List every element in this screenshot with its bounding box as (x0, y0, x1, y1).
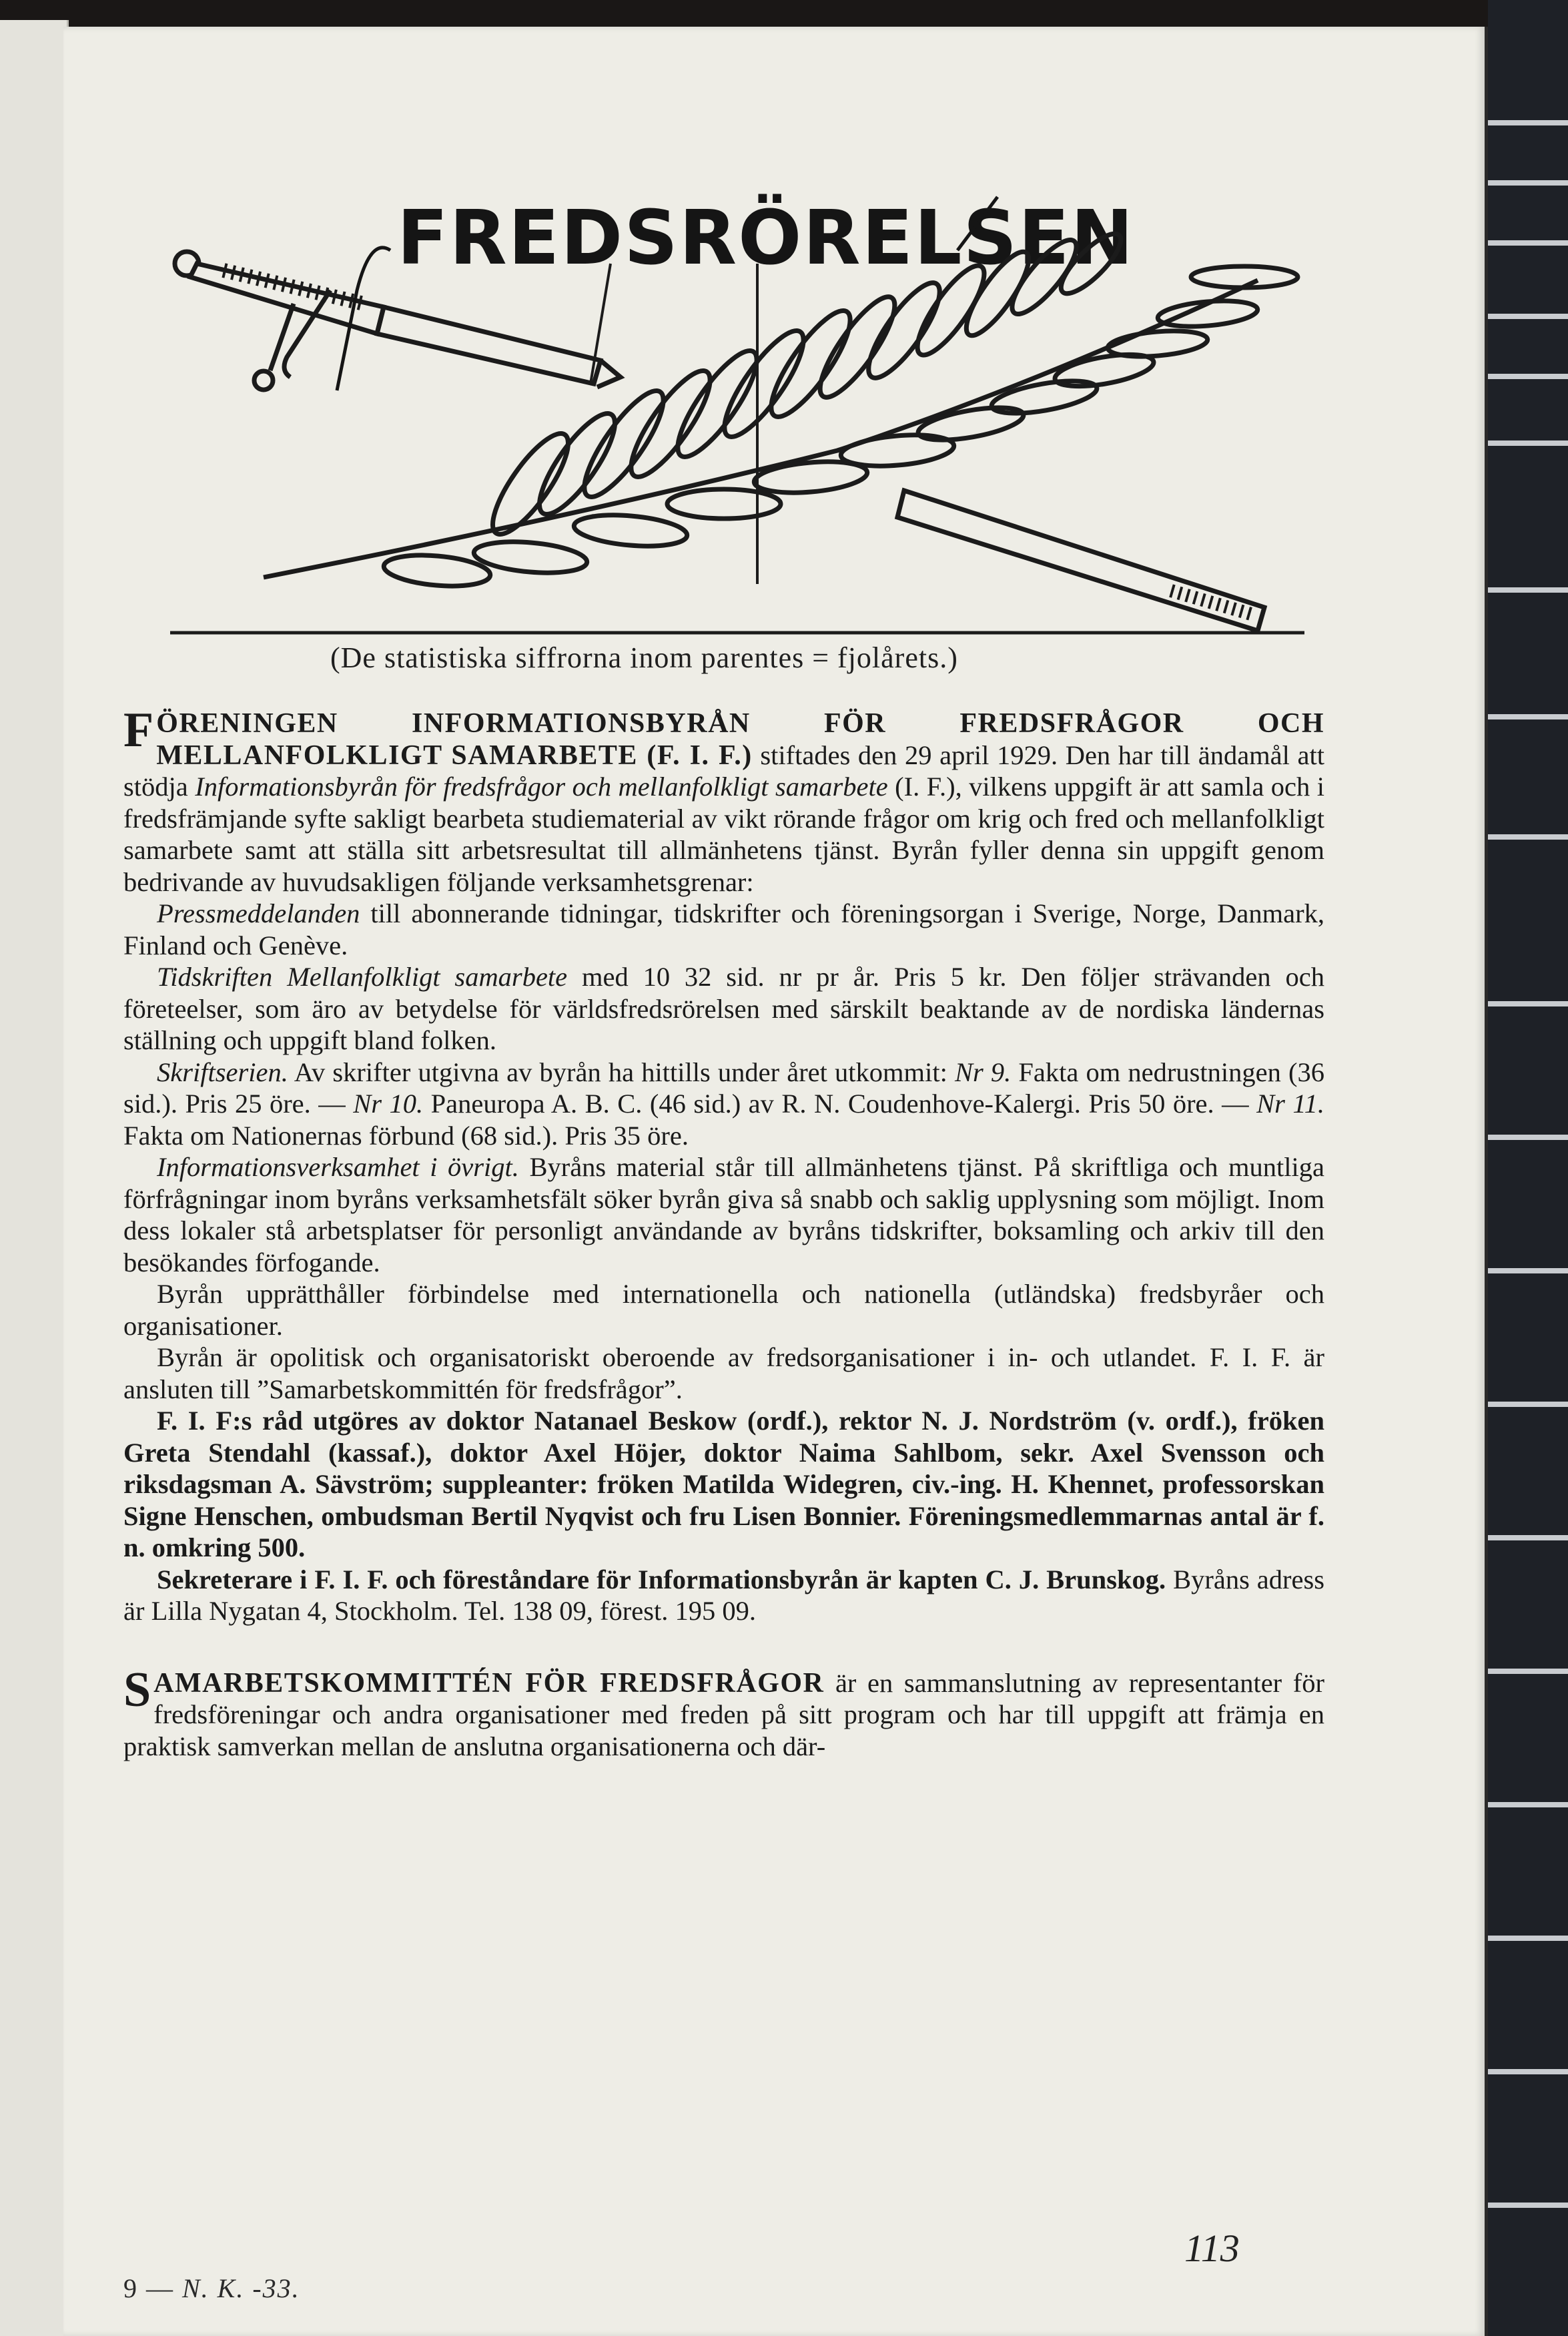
book-binding (1488, 0, 1568, 2336)
broken-blade-icon (897, 491, 1264, 631)
paragraph-forbindelse: Byrån upprätthåller förbindelse med internationella och nationella (utländska) fredsbyråer och organisationer. (123, 1279, 1324, 1341)
paragraph-pressmeddelanden: Pressmeddelanden till abonnerande tidningar, tidskrifter och föreningsorgan i Sverige, Norge, Danmark, Finland och Genève. (123, 898, 1324, 960)
dropcap: S (123, 1662, 151, 1717)
paragraph-opolitisk: Byrån är opolitisk och organisatoriskt oberoende av fredsorganisationer i in- och utlandet. F. I. F. är ansluten till ”Samarbetskommittén för fredsfrågor”. (123, 1342, 1324, 1404)
caption: (De statistiska siffrorna inom parentes = fjolårets.) (330, 641, 958, 674)
page-number: 113 (1184, 2227, 1240, 2270)
section1-heading: ÖRENINGEN INFORMATIONSBYRÅN FÖR FREDSFRÅGOR OCH MELLANFOLKLIGT SAMARBETE (F. I. F.) (156, 708, 1324, 771)
adjacent-page-edge (0, 20, 69, 2336)
dropcap: F (123, 703, 154, 758)
section2-intro: SAMARBETSKOMMITTÉN FÖR FREDSFRÅGOR är en sammanslutning av representanter för fredsföreningar och andra organisationer med freden på sitt program och har till uppgift att främja en praktisk samverkan mellan de anslutna organisationerna och där- (123, 1662, 1325, 1761)
paragraph-informationsverksamhet: Informationsverksamhet i övrigt. Byråns material står till allmänhetens tjänst. På skriftliga och muntliga förfrågningar inom byråns verksamhetsfält söker byrån giva så snabb och saklig upplysning som möjligt. Inom dess lokaler stå arbetsplatser för personligt användande av byråns tidskrifter, boksamling och arkiv till den besökandes förfogande. (123, 1152, 1324, 1277)
printer-signature: 9 — N. K. -33. (123, 2273, 300, 2303)
top-shadow (0, 0, 1568, 27)
article-body (123, 703, 1325, 1762)
paragraph-tidskriften: Tidskriften Mellanfolkligt samarbete med 10 32 sid. nr pr år. Pris 5 kr. Den följer strävanden och företeelser, som äro av betydelse för världsfredsrörelsen med särskilt beaktande av de nordiska ländernas ställning och uppgift bland folken. (123, 962, 1324, 1055)
paragraph-skriftserien: Skriftserien. Av skrifter utgivna av byrån ha hittills under året utkommit: Nr 9. Fakta om nedrustningen (36 sid.). Pris 25 öre. — Nr 10. Paneuropa A. B. C. (46 sid.) av R. N. Coudenhove-Kalergi. Pris 50 öre. — Nr 11. Fakta om Nationernas förbund (68 sid.). Pris 35 öre. (123, 1057, 1325, 1151)
section1-intro: FÖRENINGEN INFORMATIONSBYRÅN FÖR FREDSFRÅGOR OCH MELLANFOLKLIGT SAMARBETE (F. I. F.) stiftades den 29 april 1929. Den har till ändamål att stödja Informationsbyrån för fredsfrågor och mellanfolkligt samarbete (I. F.), vilkens uppgift är att samla och i fredsfrämjande syfte sakligt bearbeta studiematerial av vikt rörande frågor om krig och fred och mellanfolkligt samarbete samt att ställa sitt arbetsresultat till allmänhetens tjänst. Byrån fyller denna sin uppgift genom bedrivande av huvudsakligen följande verksamhetsgrenar: (123, 703, 1324, 897)
book-page (63, 27, 1485, 2336)
section2-heading: AMARBETSKOMMITTÉN FÖR FREDSFRÅGOR (153, 1667, 825, 1699)
paragraph-sekreterare: Sekreterare i F. I. F. och föreståndare för Informationsbyrån är kapten C. J. Brunskog. Byråns adress är Lilla Nygatan 4, Stockholm. Tel. 138 09, förest. 195 09. (123, 1564, 1325, 1626)
paragraph-rad: F. I. F:s råd utgöres av doktor Natanael Beskow (ordf.), rektor N. J. Nordström (v. ordf.), fröken Greta Stendahl (kassaf.), doktor Axel Höjer, doktor Naima Sahlbom, sekr. Axel Svensson och riksdagsman A. Sävström; suppleanter: fröken Matilda Widegren, civ.-ing. H. Khennet, professorskan Signe Henschen, ombudsman Bertil Nyqvist och fru Lisen Bonnier. Föreningsmedlemmarnas antal är f. n. omkring 500. (123, 1406, 1324, 1562)
emblem-illustration (170, 170, 1304, 637)
svg-text:FREDSRÖRELSEN: FREDSRÖRELSEN (397, 195, 1135, 282)
